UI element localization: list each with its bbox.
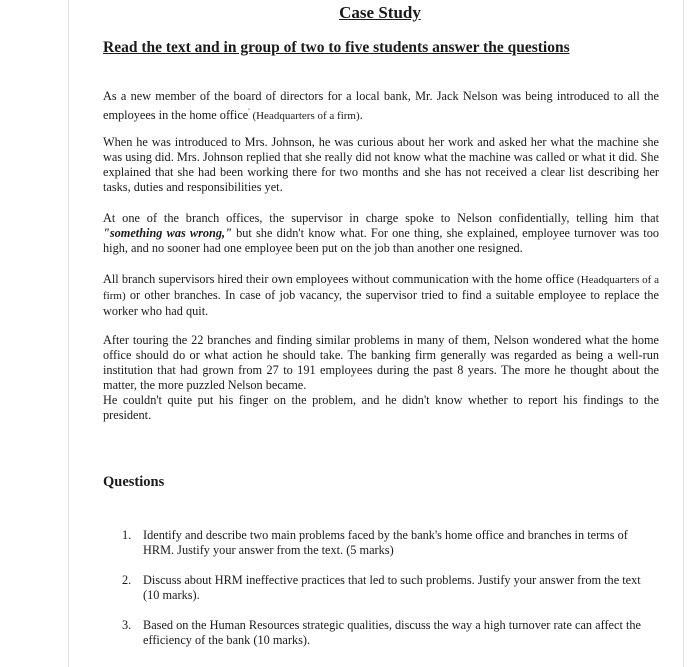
paragraph-5 [103,333,659,423]
paragraph-5-text: After touring the 22 branches and finding similar problems in many of them, Nelson wondered what the home office should do or what action he should take. The banking firm generally was regarded as being a well-run institution that had grown from 27 to 191 employees during the past 8 years. The more he thought about the matter, the more puzzled Nelson became. [103,333,659,392]
paragraph-2: When he was introduced to Mrs. Johnson, he was curious about her work and asked her what the machine she was using did. Mrs. Johnson replied that she really did not know what the machine was called or what it did. She explained that she had been working there for two months and she has not received a clear list describing her tasks, duties and responsibilities yet. [103,135,659,194]
document-subtitle: Read the text and in group of two to five students answer the questions [103,39,570,56]
paragraph-5-text-continued: He couldn't quite put his finger on the problem, and he didn't know whether to report his findings to the president. [103,393,659,422]
paragraph-1-text: As a new member of the board of directors for a local bank, Mr. Jack Nelson was being introduced to all the employees in the home office [103,89,659,123]
paragraph-3-emphasis: "something was wrong," [103,226,232,240]
paragraph-3-text-start: At one of the branch offices, the supervisor in charge spoke to Nelson confidentially, telling him that [103,211,659,225]
page-left-edge [68,0,69,667]
paragraph-1-end: . [359,108,363,123]
question-1-number: 1. [122,528,132,542]
paragraph-3-text-end: but she didn't know what. For one thing, she explained, employee turnover was too high, and no sooner had one employee been put on the job than another one resigned. [103,226,659,255]
paragraph-1 [103,89,659,124]
question-3-number: 3. [122,618,132,632]
paragraph-4-text-start: All branch supervisors hired their own employees without communication with the home office [103,272,578,286]
question-2 [124,573,656,603]
paragraph-1-superscript: ' [248,107,250,116]
question-3 [124,618,656,648]
paragraph-4 [103,272,659,319]
question-1 [124,528,656,558]
question-1-text: Identify and describe two main problems faced by the bank's home office and branches in terms of HRM. Justify your answer from the text. (5 marks) [143,528,628,557]
paragraph-3 [103,211,659,256]
document-title: Case Study [339,3,421,22]
page-right-edge [683,0,684,667]
paragraph-4-parenthetical: (Headquarters of a firm) [103,274,659,302]
question-2-text: Discuss about HRM ineffective practices that led to such problems. Justify your answer from the text (10 marks). [143,573,641,602]
paragraph-4-text-end: or other branches. In case of job vacancy, the supervisor tried to find a suitable employee to replace the worker who had quit. [103,288,659,318]
question-3-text: Based on the Human Resources strategic qualities, discuss the way a high turnover rate can affect the efficiency of the bank (10 marks). [143,618,641,647]
questions-heading: Questions [103,474,165,490]
question-2-number: 2. [122,573,132,587]
paragraph-1-parenthetical: (Headquarters of a firm) [249,110,360,123]
